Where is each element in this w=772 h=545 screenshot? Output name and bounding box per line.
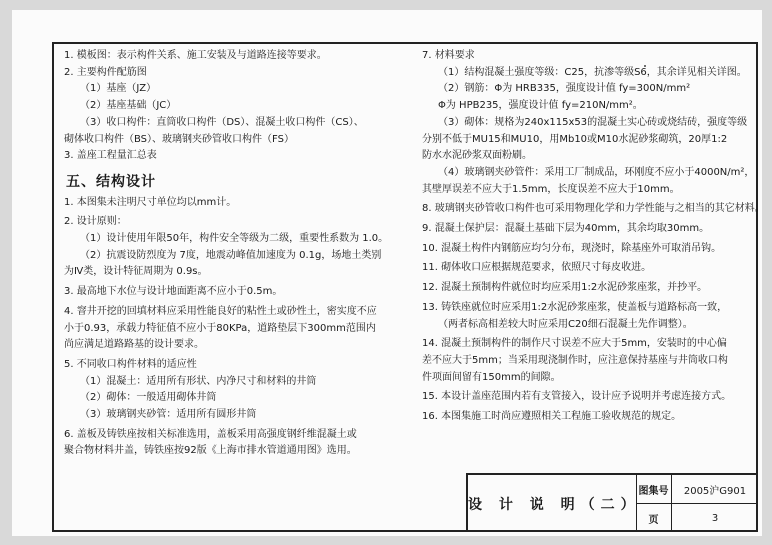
text-line: 小于0.93，承载力特征值不应小于80KPa，道路垫层下300mm范围内 <box>64 322 376 334</box>
text-line: 2. 主要构件配筋图 <box>64 66 147 78</box>
text-line: Φ为 HPB235，强度设计值 fy=210N/mm²。 <box>438 100 643 112</box>
text-line: 13. 铸铁座就位时应采用1:2水泥砂浆座浆，使盖板与道路标高一致， <box>422 301 728 313</box>
text-line: 件项面间留有150mm的间隙。 <box>422 371 561 383</box>
title-block <box>466 473 758 532</box>
left-items-bottom <box>64 195 389 461</box>
atlas-label: 图集号 <box>636 475 672 503</box>
text-line: 14. 混凝土预制构件的制作尺寸误差不应大于5mm，安装时的中心偏 <box>422 338 727 350</box>
atlas-value: 2005沪G901 <box>683 485 747 497</box>
text-line: 11. 砌体收口应根据规范要求，依照尺寸每皮收进。 <box>422 262 652 274</box>
sheet-title: 设 计 说 明（二） <box>468 475 637 532</box>
text-line: （2）砌体：一般适用砌体井筒 <box>80 392 217 404</box>
text-line: 防水水泥砂浆双面粉刷。 <box>422 150 532 162</box>
text-line: 2. 设计原则： <box>64 216 127 228</box>
text-line: 6. 盖板及铸铁座按相关标准选用，盖板采用高强度钢纤维混凝土或 <box>64 428 357 440</box>
text-line: 聚合物材料井盖，铸铁座按92版《上海市排水管道通用图》选用。 <box>64 445 357 457</box>
text-line: 1. 本图集未注明尺寸单位均以mm计。 <box>64 196 237 208</box>
page-value: 3 <box>711 512 719 524</box>
title-block-grid <box>636 475 758 532</box>
text-line: 为Ⅳ类，设计特征周期为 0.9s。 <box>64 266 208 278</box>
text-line: （2）抗震设防烈度为 7度，地震动峰值加速度为 0.1g，场地土类别 <box>80 249 382 261</box>
text-line: 16. 本图集施工时尚应遵照相关工程施工验收规范的规定。 <box>422 411 682 423</box>
right-items <box>422 48 765 426</box>
text-line: （3）收口构件：直筒收口构件（DS）、混凝土收口构件（CS）、 <box>80 116 364 128</box>
left-column <box>64 48 389 460</box>
text-line: 4. 窨井开挖的回填材料应采用性能良好的粘性土或砂性土，密实度不应 <box>64 305 377 317</box>
text-line: （1）基座（JZ） <box>80 83 157 95</box>
text-line: 9. 混凝土保护层：混凝土基础下层为40mm，其余均取30mm。 <box>422 223 710 235</box>
text-line: 8. 玻璃钢夹砂管收口构件也可采用物理化学和力学性能与之相当的其它材料。 <box>422 203 765 215</box>
text-line: 1. 模板图：表示构件关系、施工安装及与道路连接等要求。 <box>64 50 327 61</box>
text-line: 15. 本设计盖座范围内若有支管接入，设计应予说明并考虑连接方式。 <box>422 391 732 403</box>
text-line: 分别不低于MU15和MU10，用Mb10或M10水泥砂浆砌筑，20厚1:2 <box>422 133 728 145</box>
text-line: 砌体收口构件（BS）、玻璃钢夹砂管收口构件（FS） <box>64 133 294 145</box>
text-line: 12. 混凝土预制构件就位时均应采用1:2水泥砂浆座浆，并抄平。 <box>422 282 708 294</box>
text-line: 3. 盖座工程量汇总表 <box>64 150 157 162</box>
text-line: （1）结构混凝土强度等级：C25，抗渗等级S6，其余详见相关详图。 <box>438 66 747 78</box>
text-line: （两者标高相差较大时应采用C20细石混凝土先作调整）。 <box>438 318 693 330</box>
page-label: 页 <box>636 504 672 532</box>
atlas-row <box>636 475 758 504</box>
text-line: （2）基座基础（JC） <box>80 100 177 112</box>
text-line: （3）砌体：规格为240x115x53的混凝土实心砖或烧结砖，强度等级 <box>438 116 748 128</box>
text-line: 7. 材料要求 <box>422 50 475 61</box>
text-line: 差不应大于5mm；当采用现浇制作时，应注意保持基座与井筒收口构 <box>422 354 728 366</box>
right-column <box>422 48 765 426</box>
text-line: 其壁厚误差不应大于1.5mm，长度误差不应大于10mm。 <box>422 183 680 195</box>
page-row <box>636 504 758 532</box>
section-heading: 五、结构设计 <box>66 173 156 190</box>
text-line: （1）设计使用年限50年，构件安全等级为二级，重要性系数为 1.0。 <box>80 233 389 245</box>
text-line: 5. 不同收口构件材料的适应性 <box>64 358 197 370</box>
text-line: （3）玻璃钢夹砂管：适用所有圆形井筒 <box>80 409 257 421</box>
left-items-top <box>64 48 379 165</box>
text-line: （2）钢筋：Φ为 HRB335，强度设计值 fy=300N/mm² <box>438 83 691 95</box>
text-line: （1）混凝土：适用所有形状、内净尺寸和材料的井筒 <box>80 375 317 387</box>
text-line: 尚应满足道路路基的设计要求。 <box>64 339 204 351</box>
drawing-sheet <box>12 10 765 536</box>
text-line: 10. 混凝土构件内钢筋应均匀分布，现浇时，除基座外可取消吊钩。 <box>422 242 722 254</box>
text-line: （4）玻璃钢夹砂管件：采用工厂制成品，环刚度不应小于4000N/m²， <box>438 166 755 178</box>
text-line: 3. 最高地下水位与设计地面距离不应小于0.5m。 <box>64 286 283 298</box>
